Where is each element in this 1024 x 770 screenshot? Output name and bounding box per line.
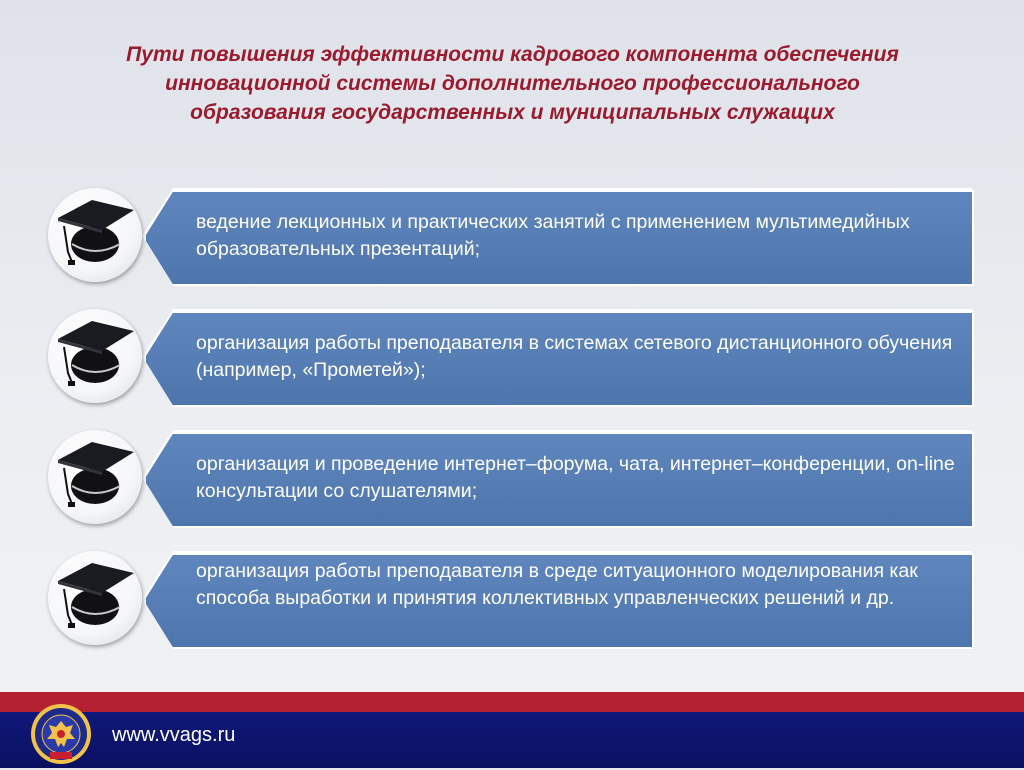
item-text: ведение лекционных и практических занятий с применением мультимедийных образовательных презентаций; [196,211,910,260]
footer-red-stripe [0,692,1024,712]
item-icon-circle [48,551,142,645]
list-item [48,553,972,649]
item-icon-circle [48,188,142,282]
item-icon-circle [48,430,142,524]
list-item [48,311,972,407]
graduation-cap-icon [48,309,142,403]
graduation-cap-icon [48,551,142,645]
academy-emblem-icon [30,703,92,765]
graduation-cap-icon [48,430,142,524]
graduation-cap-icon [48,188,142,282]
item-text: организация работы преподавателя в системах сетевого дистанционного обучения (например, «Прометей»); [196,332,953,381]
item-icon-circle [48,309,142,403]
website-link[interactable]: www.vvags.ru [112,724,236,746]
slide-title: Пути повышения эффективности кадрового компонента обеспечения инновационной системы дополнительного профессионального образования государственных и муниципальных служащих [126,43,899,124]
item-text: организация и проведение интернет–форума, чата, интернет–конференции, on-line консультации со слушателями; [196,453,955,502]
list-item [48,432,972,528]
item-text: организация работы преподавателя в среде ситуационного моделирования как способа выработки и принятия коллективных управленческих решений и др. [196,560,918,609]
list-item [48,190,972,286]
